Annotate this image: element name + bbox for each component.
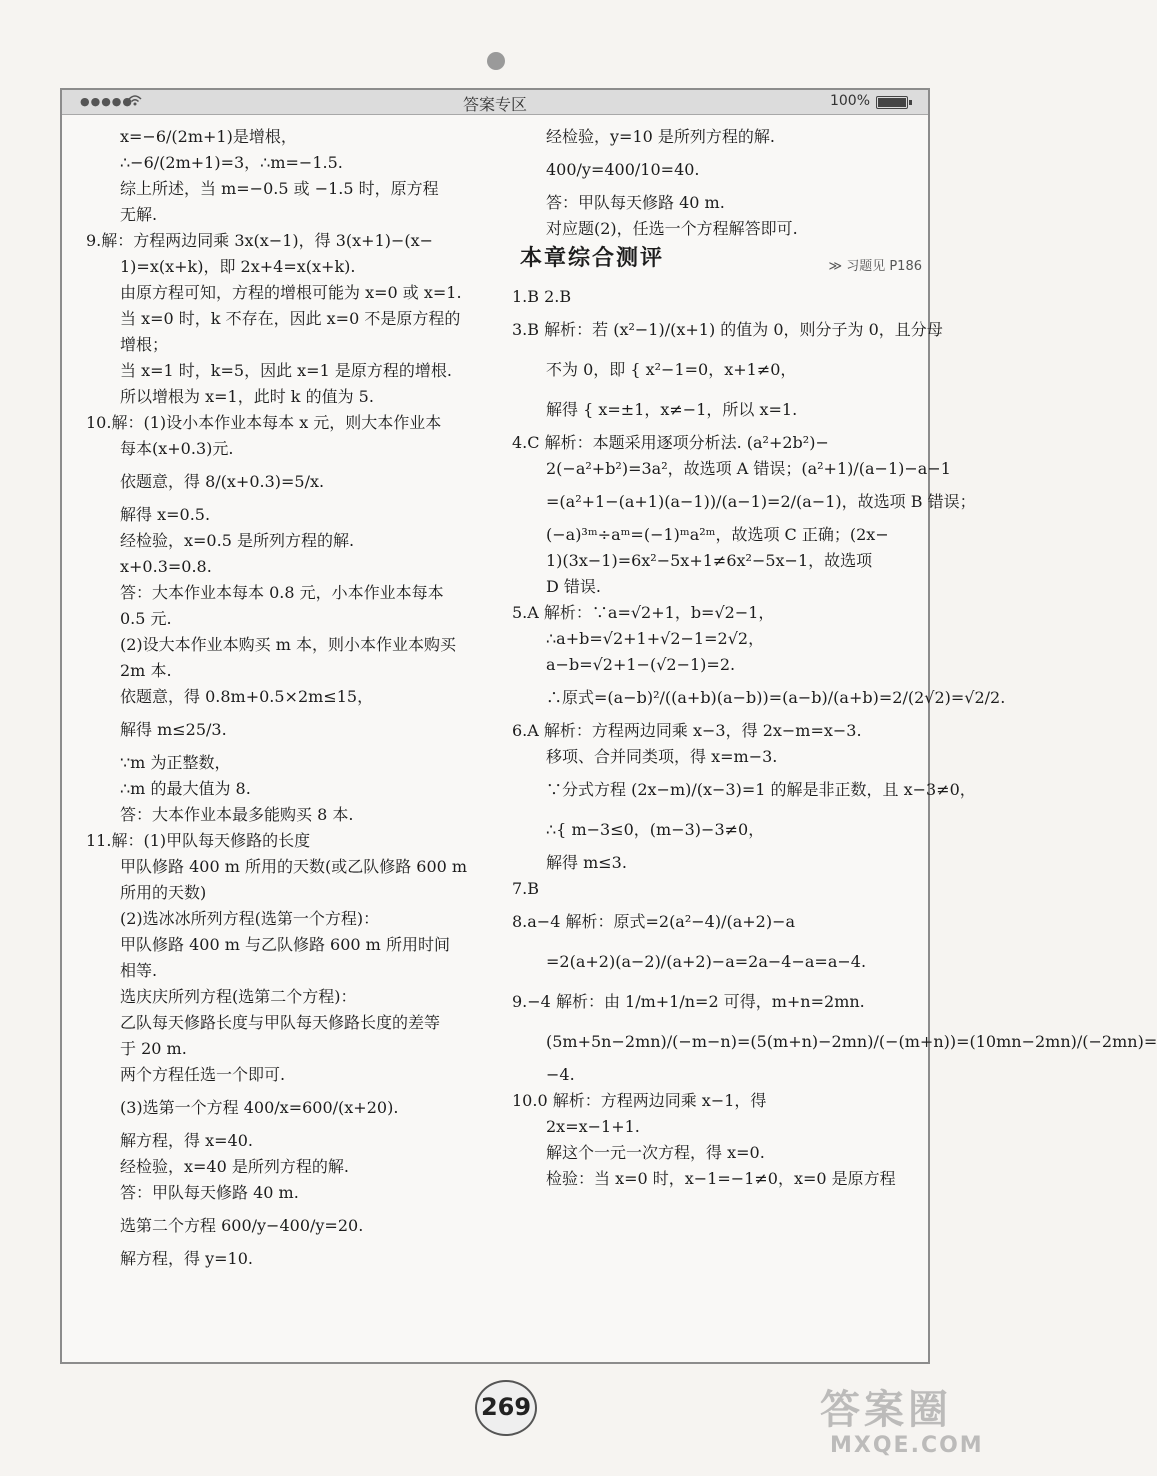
answer-line: (−a)³ᵐ÷aᵐ=(−1)ᵐa²ᵐ，故选项 C 正确；(2x−: [546, 525, 889, 544]
answer-line: 对应题(2)，任选一个方程解答即可.: [546, 219, 798, 238]
answer-line: ∴原式=(a−b)²/((a+b)(a−b))=(a−b)/(a+b)=2/(2√2)=√2/2.: [546, 688, 1006, 707]
left-column: [86, 124, 506, 1272]
answer-line: (3)选第一个方程 400/x=600/(x+20).: [120, 1098, 399, 1117]
answer-line: 2m 本.: [120, 661, 172, 680]
answer-line: 1)=x(x+k)，即 2x+4=x(x+k).: [120, 257, 356, 276]
answer-line: 8.a−4 解析：原式=2(a²−4)/(a+2)−a: [512, 912, 796, 931]
answer-line: 11.解：(1)甲队每天修路的长度: [86, 831, 311, 850]
answer-line: 答：甲队每天修路 40 m.: [120, 1183, 299, 1202]
answer-line: 依题意，得 0.8m+0.5×2m≤15，: [120, 687, 374, 706]
answer-line: 解得 m≤3.: [546, 853, 627, 872]
status-title: 答案专区: [462, 95, 527, 114]
answer-line: 综上所述，当 m=−0.5 或 −1.5 时，原方程: [120, 179, 439, 198]
answer-line: 2x=x−1+1.: [546, 1117, 640, 1136]
page-number: 269: [475, 1380, 537, 1436]
answer-line: 6.A 解析：方程两边同乘 x−3，得 2x−m=x−3.: [512, 721, 862, 740]
answer-line: 解这个一元一次方程，得 x=0.: [546, 1143, 765, 1162]
answer-line: 解得 x=0.5.: [120, 505, 211, 524]
answer-line: 解得 { x=±1，x≠−1，所以 x=1.: [546, 400, 798, 419]
answer-line: 甲队修路 400 m 与乙队修路 600 m 所用时间: [120, 935, 450, 954]
answer-line: 两个方程任选一个即可.: [120, 1065, 286, 1084]
watermark-bottom: MXQE.COM: [830, 1433, 984, 1458]
answer-line: 解方程，得 y=10.: [120, 1249, 253, 1268]
answer-line: 1.B 2.B: [512, 287, 572, 306]
answer-line: 9.解：方程两边同乘 3x(x−1)，得 3(x+1)−(x−: [86, 231, 434, 250]
exercise-reference: ≫ 习题见 P186: [828, 259, 922, 274]
answer-line: 1)(3x−1)=6x²−5x+1≠6x²−5x−1，故选项: [546, 551, 873, 570]
answer-line: 7.B: [512, 879, 540, 898]
answer-line: 乙队每天修路长度与甲队每天修路长度的差等: [120, 1013, 441, 1032]
answer-line: 10.解：(1)设小本作业本每本 x 元，则大本作业本: [86, 413, 442, 432]
answer-line: ∵分式方程 (2x−m)/(x−3)=1 的解是非正数，且 x−3≠0，: [546, 780, 976, 799]
section-title: 本章综合测评: [520, 246, 665, 271]
answer-line: x+0.3=0.8.: [120, 557, 212, 576]
tablet-frame: [60, 88, 1157, 1364]
watermark-top: 答案圈: [820, 1387, 952, 1433]
answer-line: (2)选冰冰所列方程(选第一个方程)：: [120, 909, 380, 928]
signal-icon: ●●●●●: [80, 95, 133, 108]
answer-line: 增根；: [120, 335, 169, 354]
answer-line: 当 x=0 时，k 不存在，因此 x=0 不是原方程的: [120, 309, 461, 328]
answer-line: 由原方程可知，方程的增根可能为 x=0 或 x=1.: [120, 283, 462, 302]
answer-line: 当 x=1 时，k=5，因此 x=1 是原方程的增根.: [120, 361, 452, 380]
answer-line: 检验：当 x=0 时，x−1=−1≠0，x=0 是原方程: [546, 1169, 896, 1188]
answer-line: 答：甲队每天修路 40 m.: [546, 193, 725, 212]
answer-line: 所用的天数): [120, 883, 207, 902]
answer-line: (5m+5n−2mn)/(−m−n)=(5(m+n)−2mn)/(−(m+n))=(10mn−2mn)/(−2mn)=: [546, 1032, 1157, 1051]
answer-line: 依题意，得 8/(x+0.3)=5/x.: [120, 472, 325, 491]
watermark-logo: [820, 1388, 996, 1468]
answer-line: 无解.: [120, 205, 158, 224]
answer-line: 经检验，x=40 是所列方程的解.: [120, 1157, 349, 1176]
answer-line: 甲队修路 400 m 所用的天数(或乙队修路 600 m: [120, 857, 468, 876]
answer-line: 经检验，x=0.5 是所列方程的解.: [120, 531, 355, 550]
answer-line: 每本(x+0.3)元.: [120, 439, 234, 458]
answer-line: a−b=√2+1−(√2−1)=2.: [546, 655, 736, 674]
answer-line: 经检验，y=10 是所列方程的解.: [546, 127, 775, 146]
answer-line: 0.5 元.: [120, 609, 172, 628]
answer-line: −4.: [546, 1065, 575, 1084]
right-column: [512, 124, 1157, 1192]
status-bar: [62, 90, 928, 115]
answer-line: 3.B 解析：若 (x²−1)/(x+1) 的值为 0，则分子为 0，且分母: [512, 320, 943, 339]
answer-line: 于 20 m.: [120, 1039, 187, 1058]
answer-line: 解得 m≤25/3.: [120, 720, 227, 739]
answer-line: 4.C 解析：本题采用逐项分析法. (a²+2b²)−: [512, 433, 829, 452]
answer-line: (2)设大本作业本购买 m 本，则小本作业本购买: [120, 635, 457, 654]
answer-line: 选第二个方程 600/y−400/y=20.: [120, 1216, 364, 1235]
battery-percent: 100%: [829, 93, 870, 109]
answer-line: ∴{ m−3≤0，(m−3)−3≠0，: [546, 820, 765, 839]
answer-line: 2(−a²+b²)=3a²，故选项 A 错误；(a²+1)/(a−1)−a−1: [546, 459, 951, 478]
answer-line: 400/y=400/10=40.: [546, 160, 700, 179]
answer-line: ∴a+b=√2+1+√2−1=2√2，: [546, 629, 765, 648]
answer-line: =2(a+2)(a−2)/(a+2)−a=2a−4−a=a−4.: [546, 952, 867, 971]
answer-line: 选庆庆所列方程(选第二个方程)：: [120, 987, 357, 1006]
answer-line: 5.A 解析：∵a=√2+1，b=√2−1，: [512, 603, 775, 622]
answer-line: D 错误.: [546, 577, 602, 596]
answer-line: 解方程，得 x=40.: [120, 1131, 253, 1150]
answer-line: 所以增根为 x=1，此时 k 的值为 5.: [120, 387, 374, 406]
answer-line: 不为 0，即 { x²−1=0，x+1≠0，: [546, 360, 797, 379]
answer-line: ∴m 的最大值为 8.: [120, 779, 251, 798]
answer-line: x=−6/(2m+1)是增根，: [120, 127, 297, 146]
answer-line: 相等.: [120, 961, 158, 980]
answer-line: ∵m 为正整数，: [120, 753, 231, 772]
answer-line: 答：大本作业本最多能购买 8 本.: [120, 805, 354, 824]
camera-dot: [487, 52, 505, 70]
answer-line: 9.−4 解析：由 1/m+1/n=2 可得，m+n=2mn.: [512, 992, 865, 1011]
answer-line: 移项、合并同类项，得 x=m−3.: [546, 747, 778, 766]
answer-line: 答：大本作业本每本 0.8 元，小本作业本每本: [120, 583, 444, 602]
answer-line: ∴−6/(2m+1)=3，∴m=−1.5.: [120, 153, 343, 172]
answer-line: 10.0 解析：方程两边同乘 x−1，得: [512, 1091, 767, 1110]
section-header: [512, 246, 922, 280]
battery-icon: [876, 96, 908, 109]
answer-line: =(a²+1−(a+1)(a−1))/(a−1)=2/(a−1)，故选项 B 错误；: [546, 492, 976, 511]
